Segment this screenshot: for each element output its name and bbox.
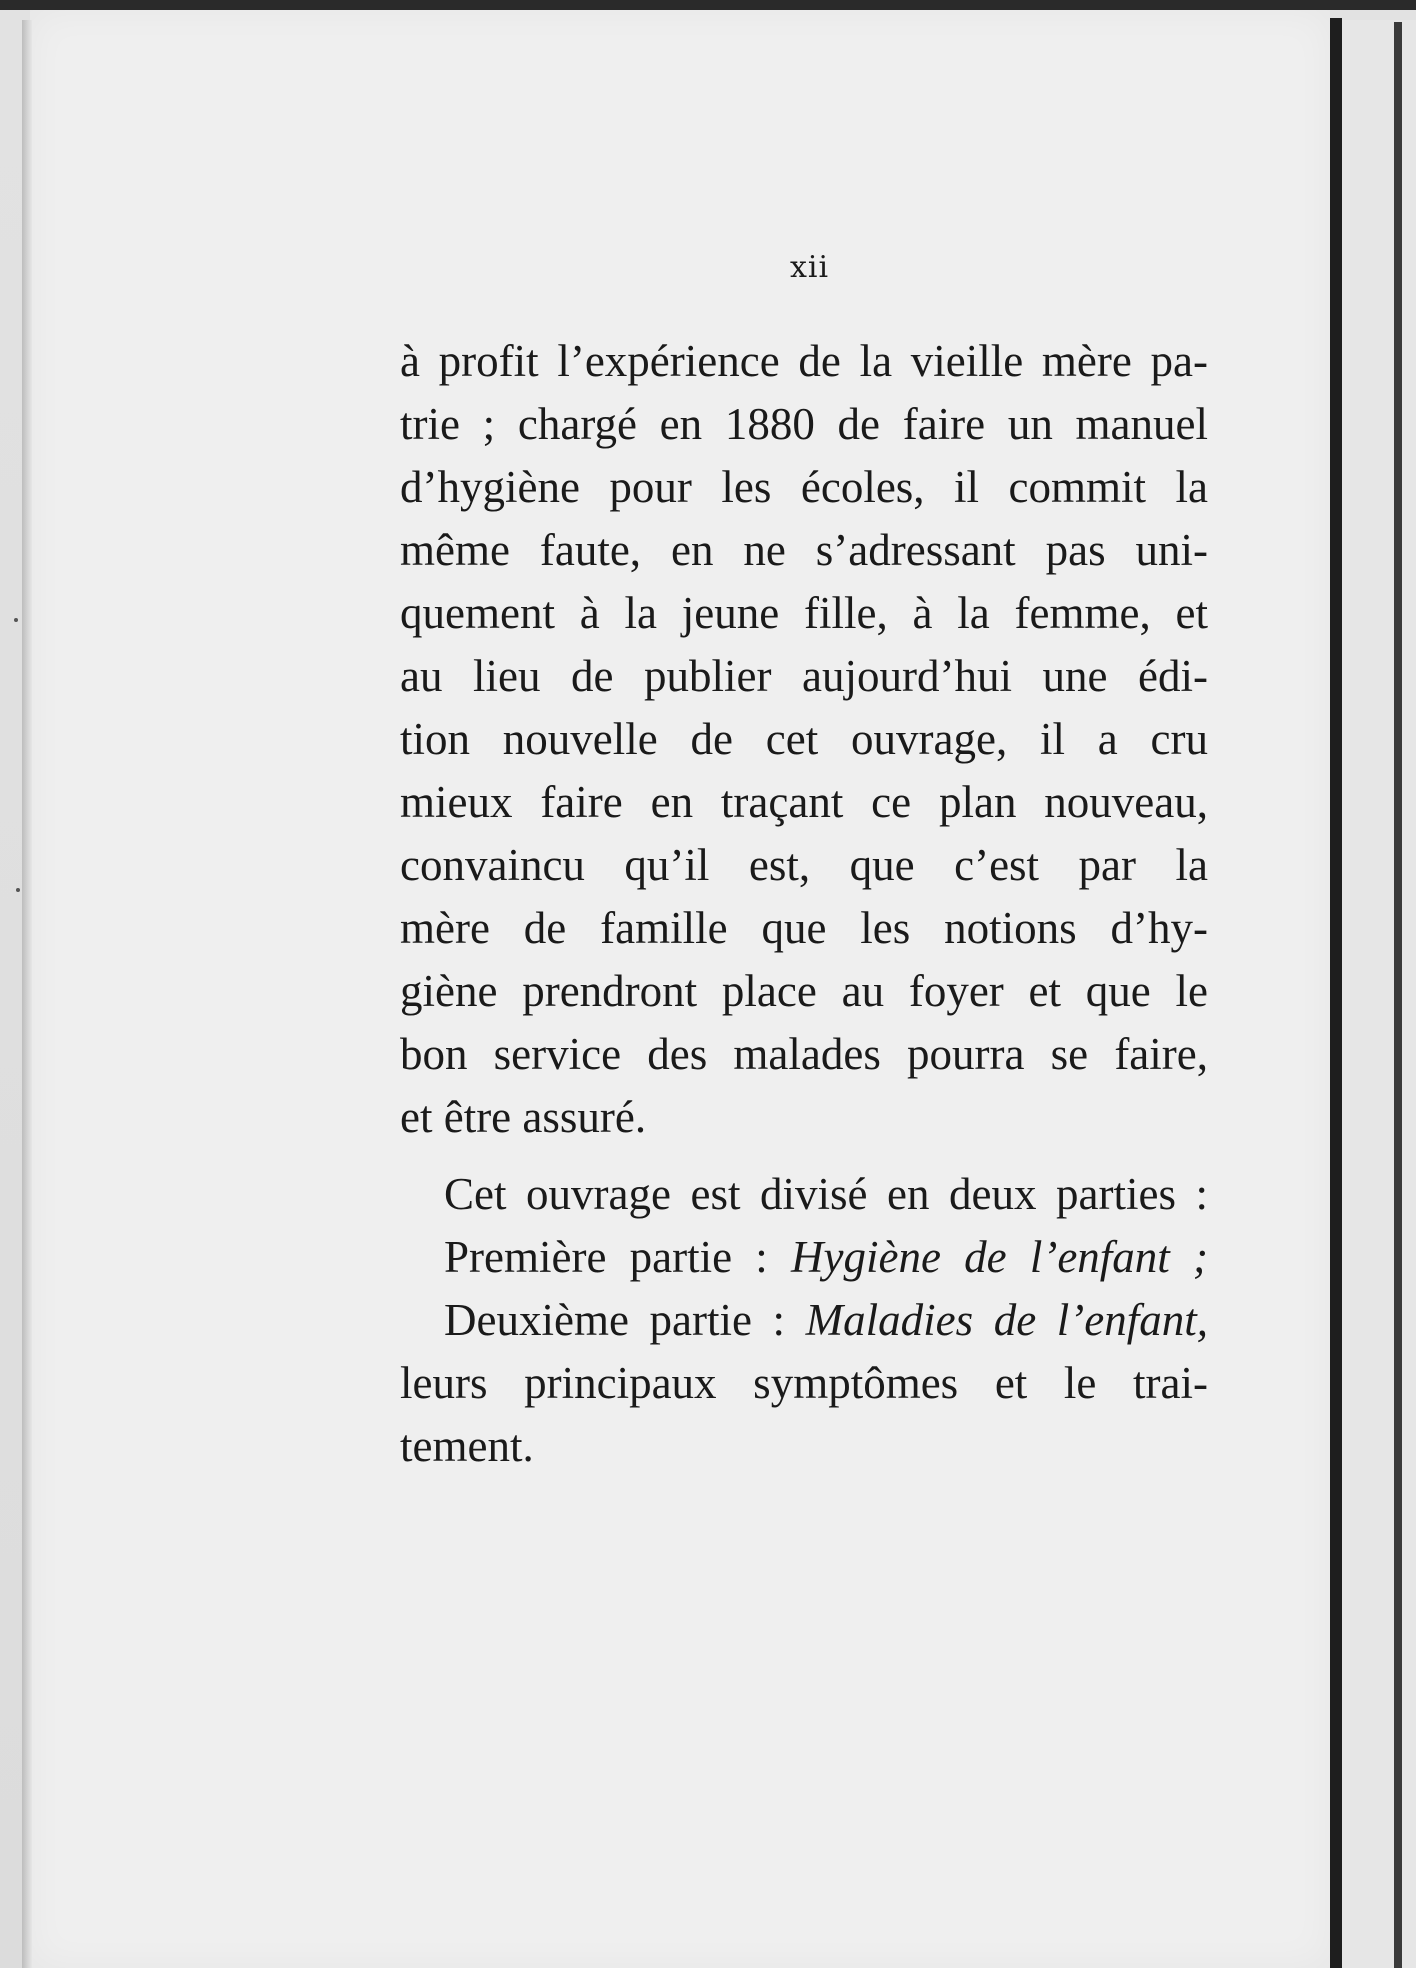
text-line: leurs principaux symptômes et le trai-	[400, 1358, 1208, 1408]
text-line: à profit l’expérience de la vieille mère pa-	[400, 336, 1208, 386]
text-line: tion nouvelle de cet ouvrage, il a cru	[400, 714, 1208, 764]
book-gutter	[1330, 18, 1342, 1968]
paragraph-1	[400, 330, 1208, 1149]
paragraph-4	[400, 1289, 1208, 1478]
part-title: Maladies de l’enfant,	[805, 1295, 1208, 1345]
part-label: Deuxième partie :	[444, 1295, 786, 1345]
text-line: quement à la jeune fille, à la femme, et	[400, 588, 1208, 638]
part-label: Première partie :	[444, 1232, 768, 1282]
text-line: mieux faire en traçant ce plan nouveau,	[400, 777, 1208, 827]
paragraph-3	[400, 1226, 1208, 1289]
page-number: xii	[790, 250, 830, 285]
text-line: même faute, en ne s’adressant pas uni-	[400, 525, 1208, 575]
text-line: tement.	[400, 1421, 534, 1471]
scan-top-border	[0, 0, 1416, 10]
text-line: convaincu qu’il est, que c’est par la	[400, 840, 1208, 890]
paragraph-2	[400, 1163, 1208, 1226]
adjacent-page-edge	[1394, 22, 1402, 1968]
text-line: trie ; chargé en 1880 de faire un manuel	[400, 399, 1208, 449]
text-line: bon service des malades pourra se faire,	[400, 1029, 1208, 1079]
page-edge-left	[22, 20, 32, 1968]
text-line: et être assuré.	[400, 1092, 647, 1142]
adjacent-page	[1342, 20, 1416, 1968]
text-line: giène prendront place au foyer et que le	[400, 966, 1208, 1016]
text-line	[400, 1226, 1208, 1289]
text-line: mère de famille que les notions d’hy-	[400, 903, 1208, 953]
text-line: au lieu de publier aujourd’hui une édi-	[400, 651, 1208, 701]
scan-speck	[14, 618, 18, 622]
text-line: d’hygiène pour les écoles, il commit la	[400, 462, 1208, 512]
text-line: Cet ouvrage est divisé en deux parties :	[444, 1169, 1208, 1219]
text-line	[400, 1289, 1208, 1352]
body-text	[400, 330, 1208, 1478]
part-title: Hygiène de l’enfant ;	[791, 1232, 1209, 1282]
scan-speck	[16, 888, 20, 892]
